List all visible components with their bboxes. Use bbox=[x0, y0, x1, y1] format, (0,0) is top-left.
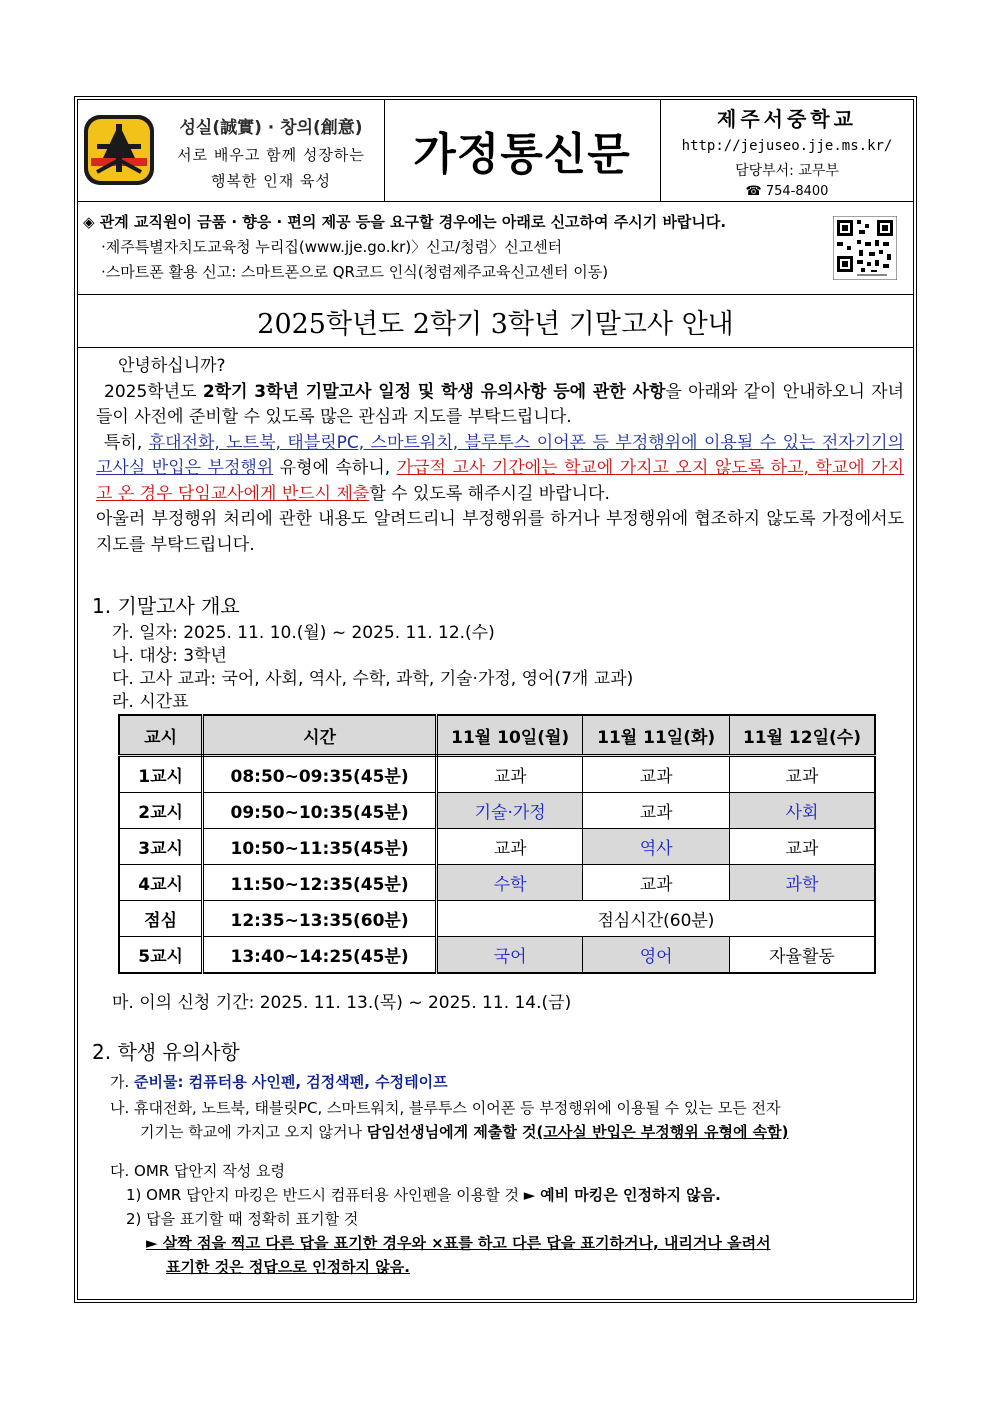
device-note-bold: 담임선생님에게 제출할 것 bbox=[366, 1123, 537, 1141]
subject-cell: 국어 bbox=[436, 937, 583, 974]
subject-cell: 교과 bbox=[436, 829, 583, 865]
school-motto-cell bbox=[77, 99, 385, 201]
time-cell: 11:50~12:35(45분) bbox=[203, 865, 437, 901]
subject-cell: 과학 bbox=[729, 865, 875, 901]
omr-rule-3-line-1: ► 살짝 점을 찍고 다른 답을 표기한 경우와 ×표를 하고 다른 답을 표기하거나, 내리거나 올려서 bbox=[146, 1234, 771, 1252]
motto-line-1: 성실(誠實) · 창의(創意) bbox=[179, 118, 363, 138]
page-title: 2025학년도 2학기 3학년 기말고사 안내 bbox=[77, 295, 914, 348]
phone-number: ☎ 754-8400 bbox=[745, 184, 829, 199]
p1-bold: 2학기 3학년 기말고사 일정 및 학생 유의사항 등에 관한 사항 bbox=[202, 381, 666, 402]
p1-text: 2025학년도 bbox=[104, 381, 203, 402]
qr-code-icon[interactable] bbox=[833, 216, 897, 280]
timetable-label: 라. 시간표 bbox=[112, 692, 189, 712]
lunch-cell: 점심시간(60분) bbox=[436, 901, 875, 937]
p2-tail: 할 수 있도록 해주시길 바랍니다. bbox=[369, 483, 610, 504]
p2-mid: 유형에 속하니, bbox=[273, 458, 397, 478]
timetable-header-row bbox=[119, 715, 875, 756]
subject-cell: 사회 bbox=[729, 793, 875, 829]
omr-rule-1-bold: 예비 마킹은 인정하지 않음. bbox=[540, 1186, 721, 1204]
report-line-2: ·제주특별자치도교육청 누리집(www.jje.go.kr)〉신고/청렴〉신고센터 bbox=[101, 238, 563, 256]
subject-cell: 교과 bbox=[436, 756, 583, 793]
report-notice bbox=[77, 202, 914, 295]
section-2-heading: 2. 학생 유의사항 bbox=[92, 1040, 240, 1064]
time-cell: 12:35~13:35(60분) bbox=[203, 901, 437, 937]
subject-cell: 교과 bbox=[583, 793, 730, 829]
exam-target: 나. 대상: 3학년 bbox=[112, 646, 227, 666]
p1-tail: 을 아래와 같이 안내하오니 자녀들이 사전에 준비할 수 있도록 많은 관심과 지도를 부탁드립니다. bbox=[96, 381, 904, 427]
supplies-prefix: 가. bbox=[110, 1073, 135, 1091]
appeal-period: 마. 이의 신청 기간: 2025. 11. 13.(목) ~ 2025. 11. 14.(금) bbox=[112, 993, 572, 1013]
exam-date: 가. 일자: 2025. 11. 10.(월) ~ 2025. 11. 12.(수) bbox=[112, 623, 495, 643]
device-note-underlined: (고사실 반입은 부정행위 유형에 속함) bbox=[536, 1123, 789, 1141]
intro-paragraph-3: 아울러 부정행위 처리에 관한 내용도 알려드리니 부정행위를 하거나 부정행위에 협조하지 않도록 가정에서도 지도를 부탁드립니다. bbox=[96, 509, 904, 555]
omr-rule-1-text: 1) OMR 답안지 마킹은 반드시 컴퓨터용 사인펜을 이용할 것 ► bbox=[126, 1186, 541, 1204]
header-time: 시간 bbox=[203, 715, 437, 756]
motto-line-2: 서로 배우고 함께 성장하는 bbox=[177, 146, 365, 164]
school-url[interactable]: http://jejuseo.jje.ms.kr/ bbox=[681, 138, 893, 154]
period-cell: 5교시 bbox=[119, 937, 203, 974]
school-info-cell bbox=[660, 99, 914, 201]
device-note-text: 기기는 학교에 가지고 오지 않거나 bbox=[140, 1123, 367, 1141]
period-cell: 점심 bbox=[119, 901, 203, 937]
p2-blue-underlined: 휴대전화, 노트북, 태블릿PC, 스마트워치, 블루투스 이어폰 등 부정행위에 이용될 수 있는 전자기기의 고사실 반입은 부정행위 bbox=[96, 432, 904, 478]
device-note-line-2 bbox=[140, 1121, 789, 1142]
letter-header bbox=[77, 99, 914, 202]
device-note-line-1: 나. 휴대전화, 노트북, 태블릿PC, 스마트워치, 블루투스 이어폰 등 부정행위에 이용될 수 있는 모든 전자 bbox=[110, 1099, 781, 1117]
subject-cell: 영어 bbox=[583, 937, 730, 974]
school-name: 제주서중학교 bbox=[717, 107, 857, 131]
table-row bbox=[119, 937, 875, 974]
omr-rule-1 bbox=[126, 1184, 721, 1205]
subject-cell: 기술·가정 bbox=[436, 793, 583, 829]
omr-rule-2: 2) 답을 표기할 때 정확히 표기할 것 bbox=[126, 1210, 359, 1228]
header-day-3: 11월 12일(수) bbox=[729, 715, 875, 756]
supplies-text: 준비물: 컴퓨터용 사인펜, 검정색펜, 수정테이프 bbox=[134, 1073, 448, 1091]
time-cell: 08:50~09:35(45분) bbox=[203, 756, 437, 793]
p2-red-underlined: 가급적 고사 기간에는 학교에 가지고 오지 않도록 하고, 학교에 가지고 온 경우 담임교사에게 반드시 제출 bbox=[96, 458, 905, 504]
document-type-title: 가정통신문 bbox=[384, 99, 661, 201]
supplies-note bbox=[110, 1071, 448, 1092]
subject-cell: 교과 bbox=[729, 756, 875, 793]
section-1-heading: 1. 기말고사 개요 bbox=[92, 594, 240, 618]
subject-cell: 자율활동 bbox=[729, 937, 875, 974]
header-day-2: 11월 11일(화) bbox=[583, 715, 730, 756]
exam-subjects: 다. 고사 교과: 국어, 사회, 역사, 수학, 과학, 기술·가정, 영어(7개 교과) bbox=[112, 669, 634, 689]
omr-rule-3-line-2: 표기한 것은 정답으로 인정하지 않음. bbox=[166, 1258, 410, 1276]
exam-timetable bbox=[118, 714, 876, 974]
department: 담당부서: 교무부 bbox=[735, 163, 839, 179]
subject-cell: 교과 bbox=[729, 829, 875, 865]
header-day-1: 11월 10일(월) bbox=[436, 715, 583, 756]
intro-text bbox=[96, 354, 904, 558]
table-row bbox=[119, 865, 875, 901]
omr-heading: 다. OMR 답안지 작성 요령 bbox=[110, 1162, 285, 1180]
table-row bbox=[119, 829, 875, 865]
greeting: 안녕하십니까? bbox=[118, 356, 226, 376]
intro-paragraph-2 bbox=[96, 431, 904, 508]
intro-paragraph-1 bbox=[96, 380, 904, 431]
table-row bbox=[119, 756, 875, 793]
report-line-1: ◈ 관계 교직원이 금품 · 향응 · 편의 제공 등을 요구할 경우에는 아래로 신고하여 주시기 바랍니다. bbox=[83, 213, 727, 231]
period-cell: 3교시 bbox=[119, 829, 203, 865]
report-line-3: ·스마트폰 활용 신고: 스마트폰으로 QR코드 인식(청렴제주교육신고센터 이동) bbox=[101, 263, 609, 281]
period-cell: 2교시 bbox=[119, 793, 203, 829]
time-cell: 13:40~14:25(45분) bbox=[203, 937, 437, 974]
motto-block bbox=[163, 113, 379, 191]
subject-cell: 교과 bbox=[583, 756, 730, 793]
table-row bbox=[119, 901, 875, 937]
p2-text: 특히, bbox=[104, 432, 149, 453]
motto-line-3: 행복한 인재 육성 bbox=[211, 172, 331, 190]
subject-cell: 수학 bbox=[436, 865, 583, 901]
header-period: 교시 bbox=[119, 715, 203, 756]
time-cell: 10:50~11:35(45분) bbox=[203, 829, 437, 865]
subject-cell: 교과 bbox=[583, 865, 730, 901]
subject-cell: 역사 bbox=[583, 829, 730, 865]
period-cell: 1교시 bbox=[119, 756, 203, 793]
period-cell: 4교시 bbox=[119, 865, 203, 901]
time-cell: 09:50~10:35(45분) bbox=[203, 793, 437, 829]
table-row bbox=[119, 793, 875, 829]
school-logo-icon bbox=[83, 114, 155, 186]
